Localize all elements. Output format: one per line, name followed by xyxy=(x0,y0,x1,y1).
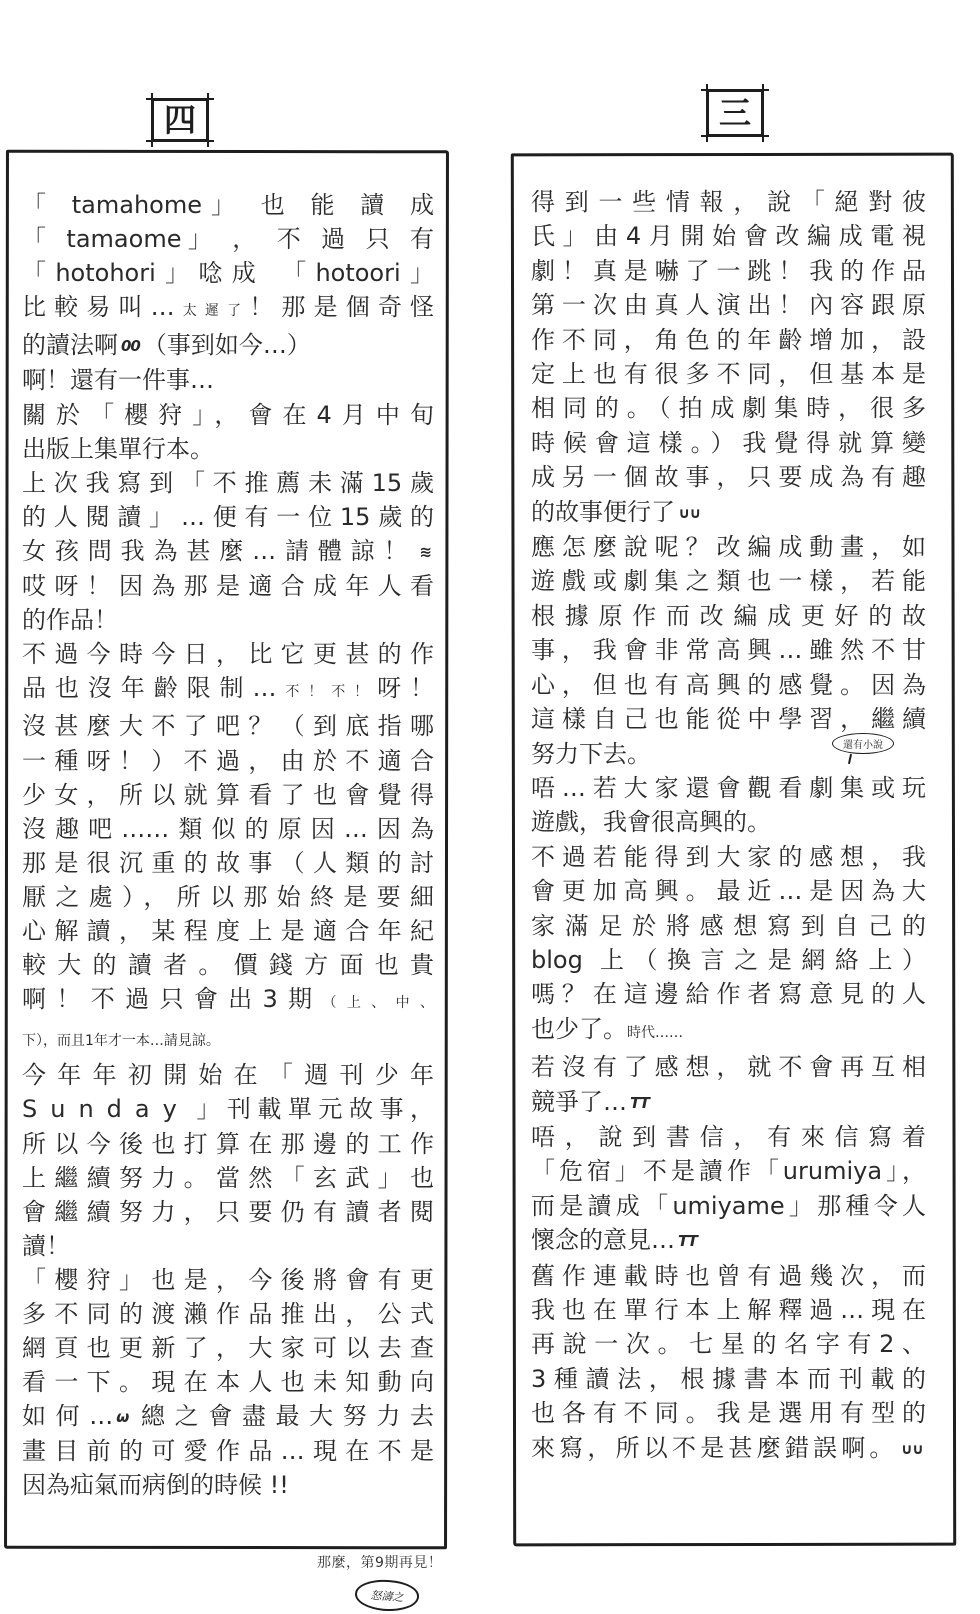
text-segment: 總之會盡最大努力去 xyxy=(131,1402,435,1431)
text-line xyxy=(22,1229,434,1263)
text-line xyxy=(531,1396,926,1430)
text-line xyxy=(22,744,434,778)
text-line xyxy=(22,948,434,982)
text-segment: Sunday xyxy=(22,1095,190,1124)
text-segment: 所以今後也打算在那邊的工作 xyxy=(22,1129,434,1158)
text-line xyxy=(22,603,434,637)
text-line xyxy=(531,460,926,494)
text-segment: 也各有不同。我是選用有型的 xyxy=(531,1399,926,1428)
text-line xyxy=(531,254,926,288)
text-segment: 劇！真是嚇了一跳！我的作品 xyxy=(531,256,926,285)
text-segment: 畫目前的可愛作品…現在不是 xyxy=(22,1437,434,1466)
text-segment: 太遲了 xyxy=(174,303,250,320)
text-line xyxy=(531,1012,926,1050)
text-line xyxy=(531,1431,926,1466)
text-line xyxy=(22,880,434,914)
text-line xyxy=(22,637,434,671)
text-segment: 如何… xyxy=(22,1402,114,1431)
text-segment: 定上也有很多不同，但基本是 xyxy=(531,360,926,389)
text-line xyxy=(531,874,926,908)
text-segment: 得到一些情報，說「絕對彼 xyxy=(531,188,926,216)
text-line xyxy=(22,1365,434,1399)
section-four-numeral: 四 xyxy=(163,101,196,139)
text-segment: 多不同的渡瀨作品推出，公式 xyxy=(22,1300,434,1328)
text-line xyxy=(531,1154,926,1188)
text-segment: 呀！ xyxy=(377,674,435,703)
text-line xyxy=(531,1050,926,1084)
text-line xyxy=(22,569,434,603)
text-segment: 而是讀成「umiyame」那種令人 xyxy=(531,1191,926,1220)
text-segment: 家滿足於將感想寫到自己的 xyxy=(531,911,926,940)
text-segment: 下），而且1年才一本…請見諒。 xyxy=(22,1033,220,1050)
text-segment: 嗎？在這邊給作者寫意見的人 xyxy=(531,980,926,1009)
text-line xyxy=(22,534,434,569)
text-segment: 「hotohori」唸成 「hotoori」 xyxy=(22,259,434,288)
text-segment: 唔，說到書信，有來信寫着 xyxy=(531,1122,926,1151)
text-segment: 應怎麼說呢？改編成動畫，如 xyxy=(531,533,926,562)
text-line xyxy=(531,1293,926,1327)
text-line xyxy=(531,495,926,530)
text-line xyxy=(531,323,926,357)
section-three-heading xyxy=(706,89,764,137)
text-segment: （上、中、 xyxy=(322,995,434,1012)
text-line xyxy=(531,357,926,391)
closing-remark: 那麼，第9期再見！ xyxy=(317,1555,443,1571)
text-segment: 努力下去。 xyxy=(531,739,651,768)
text-segment: 「櫻狩」也是，今後將會有更 xyxy=(22,1265,434,1294)
text-segment: 根據原作而改編成更好的故 xyxy=(531,601,926,630)
text-segment: 的人閱讀」…便有一位15歲的 xyxy=(22,502,434,531)
text-line xyxy=(531,1120,926,1154)
text-segment: 品也沒年齡限制… xyxy=(22,674,277,703)
text-segment: 不！不！ xyxy=(276,684,378,701)
text-line xyxy=(22,222,434,256)
text-line xyxy=(22,846,434,880)
text-segment: 不過若能得到大家的感想，我 xyxy=(531,842,926,871)
section-three-numeral: 三 xyxy=(718,94,751,132)
text-segment: 出版上集單行本。 xyxy=(22,434,214,463)
text-segment: 沒趣吧……類似的原因…因為 xyxy=(22,814,434,843)
text-segment: 哎呀！因為那是適合成年人看 xyxy=(22,572,434,601)
text-line xyxy=(22,432,434,466)
text-line xyxy=(22,466,434,500)
text-segment: 一種呀！）不過，由於不適合 xyxy=(22,746,434,775)
text-line xyxy=(531,219,926,253)
text-line xyxy=(531,564,926,598)
text-segment: 比較易叫… xyxy=(22,293,175,322)
text-segment: 我也在單行本上解釋過…現在 xyxy=(531,1296,926,1324)
signature-text: 怒濤之 xyxy=(370,1588,404,1604)
text-line xyxy=(531,1189,926,1223)
text-segment: 的作品！ xyxy=(22,606,118,635)
text-line xyxy=(22,1468,434,1502)
text-line xyxy=(531,426,926,460)
text-line xyxy=(531,943,926,977)
text-segment: 「 tamaome」 ， 不 過 只 有 xyxy=(22,225,434,254)
text-segment: 事，我會非常高興…雖然不甘 xyxy=(531,636,926,665)
text-line xyxy=(22,1195,434,1229)
text-segment: 來寫，所以不是甚麼錯誤啊。 xyxy=(531,1433,898,1462)
omega-mouth-icon: ω xyxy=(116,1408,129,1427)
text-segment: 成另一個故事，只要成為有趣 xyxy=(531,463,926,492)
text-segment: 少女，所以就算看了也會覺得 xyxy=(22,780,434,809)
text-segment: 心，但也有高興的感覺。因為 xyxy=(531,670,926,699)
text-segment: 關於「櫻狩」，會在4月中旬 xyxy=(22,400,434,429)
text-segment: 啊！不過只會出3期 xyxy=(22,985,323,1014)
text-segment: 厭之處），所以那始終是要細 xyxy=(22,882,434,911)
text-line xyxy=(22,1092,434,1126)
text-line xyxy=(531,1259,926,1293)
text-line xyxy=(22,1020,434,1058)
text-segment: 3種讀法，根據書本而刊載的 xyxy=(531,1364,926,1393)
text-segment: 較大的讀者。價錢方面也貴 xyxy=(22,951,434,980)
text-line xyxy=(531,1085,926,1120)
text-segment: 也少了。 xyxy=(531,1014,627,1043)
text-line xyxy=(22,1399,434,1434)
text-segment: 會繼續努力，只要仍有讀者閱 xyxy=(22,1197,434,1226)
text-segment: 讀！ xyxy=(22,1231,70,1260)
text-line xyxy=(22,1434,434,1468)
text-segment: 時代…… xyxy=(627,1024,683,1041)
text-segment: 啊！還有一件事… xyxy=(22,366,214,395)
text-line xyxy=(531,599,926,633)
text-segment: 再說一次。七星的名字有2、 xyxy=(531,1330,926,1359)
text-segment: 上繼續努力。當然「玄武」也 xyxy=(22,1163,434,1192)
text-line xyxy=(22,500,434,534)
text-segment: 若沒有了感想，就不會再互相 xyxy=(531,1053,926,1082)
text-line xyxy=(22,982,434,1020)
crying-eyes-icon: TT xyxy=(630,1093,649,1112)
left-panel-text xyxy=(22,188,434,1503)
text-segment: 的讀法啊 xyxy=(22,331,118,360)
text-line xyxy=(531,1327,926,1361)
text-segment: 今年年初開始在「週刊少年 xyxy=(22,1061,434,1090)
text-segment: 這樣自己也能從中學習，繼續 xyxy=(531,705,926,734)
text-line xyxy=(22,1297,434,1331)
text-segment: 女孩問我為甚麼…請體諒！ xyxy=(22,536,417,565)
text-segment: 遊戲，我會很高興的。 xyxy=(531,808,771,837)
text-segment: 網頁也更新了，大家可以去查 xyxy=(22,1334,434,1363)
text-segment: 相同的。（拍成劇集時，很多 xyxy=(531,394,926,423)
text-line xyxy=(531,185,926,219)
text-segment: 懷念的意見… xyxy=(531,1226,675,1255)
text-segment: 那是很沉重的故事（人類的討 xyxy=(22,848,434,877)
section-four-heading xyxy=(151,98,209,142)
text-line xyxy=(22,363,434,397)
text-line xyxy=(22,290,434,328)
text-segment: 作不同，角色的年齡增加，設 xyxy=(531,325,926,354)
text-segment: 「 tamahome」 也 能 讀 成 xyxy=(22,191,434,219)
text-line xyxy=(531,702,926,736)
text-segment: 心解讀，某程度上是適合年紀 xyxy=(22,916,434,945)
text-segment: 會更加高興。最近…是因為大 xyxy=(531,877,926,906)
text-line xyxy=(22,778,434,812)
text-line xyxy=(531,771,926,805)
text-segment: 遊戲或劇集之類也一樣，若能 xyxy=(531,567,926,596)
text-line xyxy=(22,1331,434,1365)
speech-bubble-text: 還有小說 xyxy=(843,740,883,751)
text-segment: 競爭了… xyxy=(531,1087,627,1116)
text-line xyxy=(22,914,434,948)
text-line xyxy=(531,1362,926,1396)
text-line xyxy=(22,1058,434,1092)
text-segment: ！那是個奇怪 xyxy=(249,293,435,322)
text-line xyxy=(531,805,926,839)
text-segment: 第一次由真人演出！內容跟原 xyxy=(531,291,926,320)
text-line xyxy=(531,909,926,943)
text-line xyxy=(22,1127,434,1161)
text-segment: 沒甚麼大不了吧？（到底指哪 xyxy=(22,712,434,741)
text-line xyxy=(531,391,926,425)
text-segment: 氏」由4月開始會改編成電視 xyxy=(531,222,926,251)
smile-eyes-icon: ∪∪ xyxy=(678,503,701,522)
text-line xyxy=(531,530,926,564)
sweat-scribble-icon: ≋ xyxy=(419,542,431,561)
text-segment: （事到如今…） xyxy=(142,331,311,360)
text-line xyxy=(531,633,926,667)
text-segment: 時候會這樣。）我覺得就算變 xyxy=(531,428,926,457)
text-line xyxy=(22,398,434,432)
teary-eyes-icon: 00 xyxy=(121,337,140,356)
text-segment: blog 上（換言之是網絡上） xyxy=(531,945,926,974)
text-line xyxy=(531,977,926,1011)
text-line xyxy=(22,671,434,709)
text-line xyxy=(22,1263,434,1297)
crying-eyes-icon: TT xyxy=(678,1232,697,1251)
text-line xyxy=(22,812,434,846)
text-segment: 不過今時今日，比它更甚的作 xyxy=(22,640,434,669)
text-segment: 」刊載單元故事， xyxy=(189,1095,434,1124)
text-segment: 上次我寫到「不推薦未滿15歲 xyxy=(22,468,434,497)
text-line xyxy=(22,256,434,290)
text-segment: 唔…若大家還會觀看劇集或玩 xyxy=(531,773,926,802)
speech-bubble xyxy=(832,733,894,754)
text-line xyxy=(531,288,926,322)
text-line xyxy=(531,840,926,874)
text-segment: 「危宿」不是讀作「urumiya」， xyxy=(531,1157,926,1186)
text-segment: 看一下。現在本人也未知動向 xyxy=(22,1368,434,1397)
smile-eyes-icon: ∪∪ xyxy=(900,1439,923,1458)
text-segment: 的故事便行了 xyxy=(531,497,675,526)
text-line xyxy=(22,1161,434,1195)
author-signature xyxy=(354,1578,420,1613)
right-panel-text xyxy=(531,185,926,1466)
text-line xyxy=(22,709,434,743)
text-line xyxy=(22,188,434,222)
text-line xyxy=(22,328,434,363)
text-segment: 因為疝氣而病倒的時候 !! xyxy=(22,1471,289,1500)
text-line xyxy=(531,668,926,702)
text-segment: 舊作連載時也曾有過幾次，而 xyxy=(531,1261,926,1290)
text-line xyxy=(531,1223,926,1258)
